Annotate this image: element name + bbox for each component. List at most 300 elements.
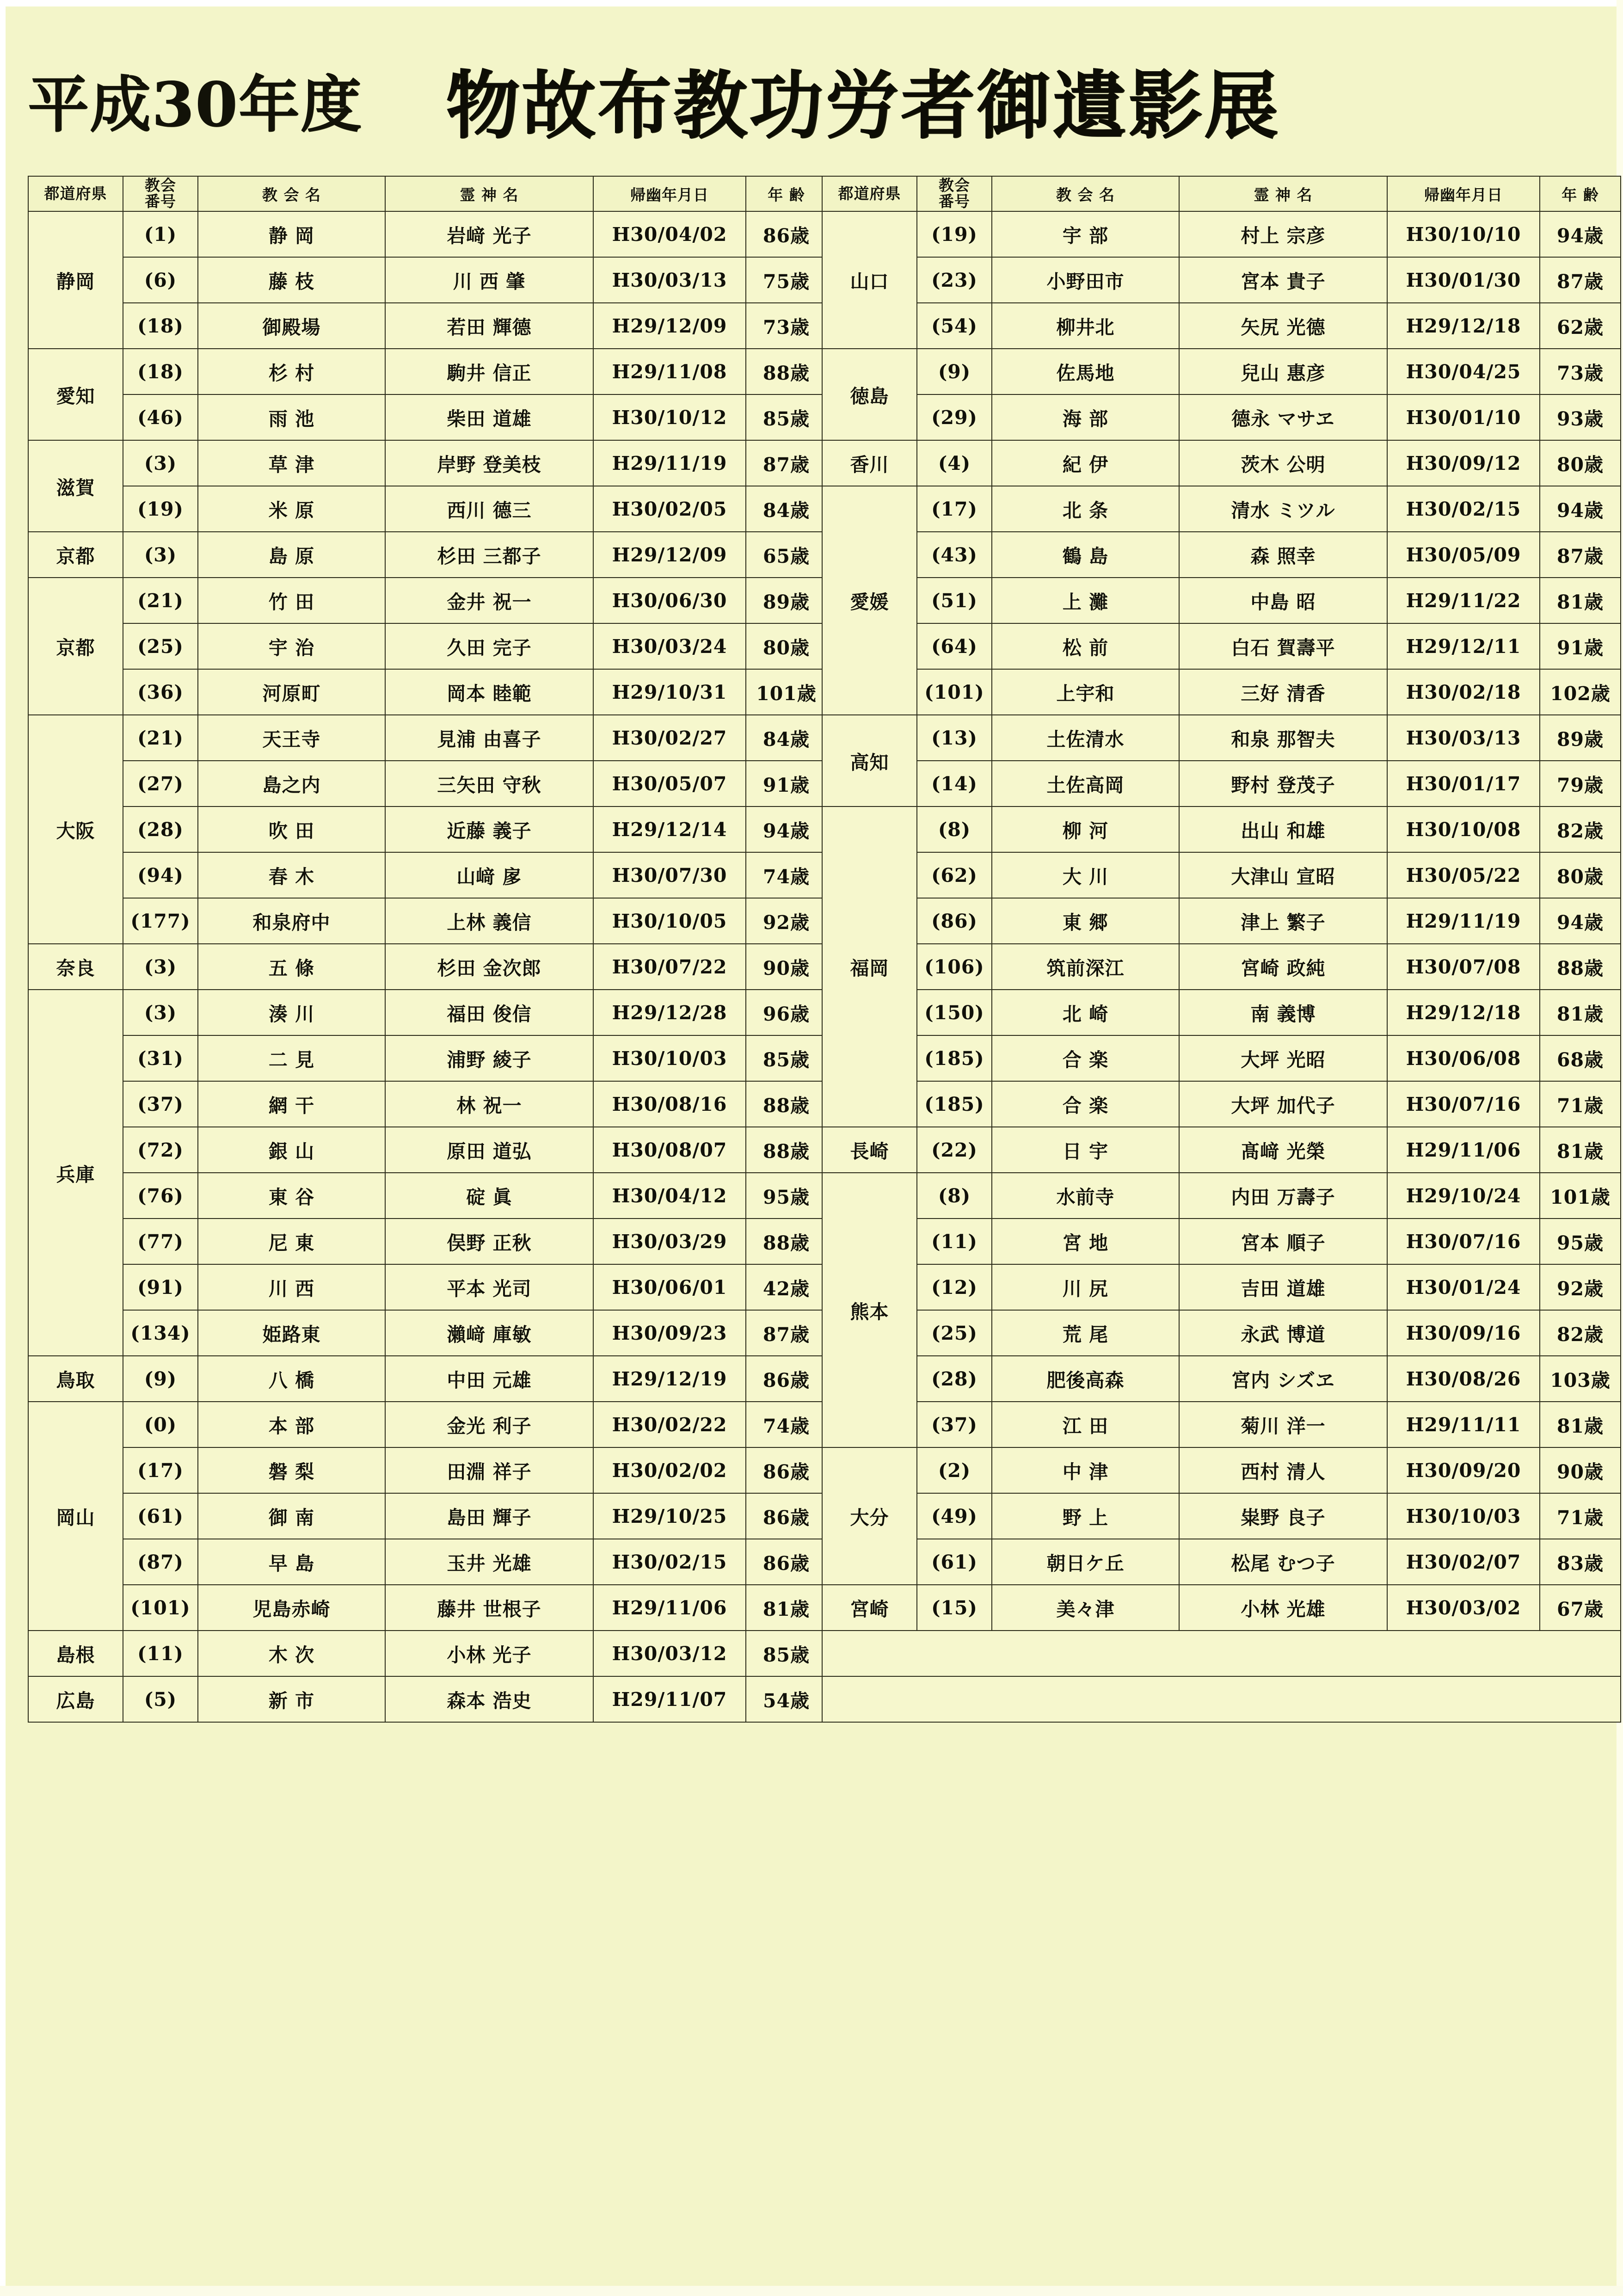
cell-church-number: (185) [917, 1035, 992, 1081]
cell-spirit-name: 近藤 義子 [385, 806, 593, 852]
table-row [28, 990, 827, 1035]
cell-date: H30/04/25 [1387, 349, 1540, 394]
cell-age: 81歳 [1540, 990, 1621, 1035]
cell-date: H29/11/19 [1387, 898, 1540, 944]
cell-prefecture: 京都 [28, 578, 123, 715]
cell-date: H30/10/03 [593, 1035, 746, 1081]
cell-church-name: 御 南 [198, 1493, 385, 1539]
cell-spirit-name: 菊川 洋一 [1179, 1402, 1387, 1447]
cell-spirit-name: 大坪 加代子 [1179, 1081, 1387, 1127]
cell-age: 83歳 [1540, 1539, 1621, 1585]
cell-date: H30/02/18 [1387, 669, 1540, 715]
cell-church-number: (29) [917, 394, 992, 440]
cell-date: H30/05/09 [1387, 532, 1540, 578]
cell-age: 88歳 [746, 1219, 827, 1264]
cell-date: H30/05/07 [593, 761, 746, 806]
cell-age: 86歳 [746, 1447, 827, 1493]
cell-spirit-name: 和泉 那智夫 [1179, 715, 1387, 761]
table-row [822, 1219, 1621, 1264]
cell-spirit-name: 松尾 むつ子 [1179, 1539, 1387, 1585]
cell-age: 81歳 [746, 1585, 827, 1631]
cell-age: 101歳 [1540, 1173, 1621, 1219]
cell-prefecture: 熊本 [822, 1173, 917, 1447]
cell-spirit-name: 宮本 貴子 [1179, 257, 1387, 303]
cell-spirit-name: 吉田 道雄 [1179, 1264, 1387, 1310]
cell-age: 79歳 [1540, 761, 1621, 806]
cell-age: 91歳 [746, 761, 827, 806]
cell-spirit-name: 俣野 正秋 [385, 1219, 593, 1264]
cell-age: 88歳 [746, 349, 827, 394]
cell-date: H30/01/24 [1387, 1264, 1540, 1310]
cell-church-number: (106) [917, 944, 992, 990]
cell-church-number: (177) [123, 898, 198, 944]
cell-spirit-name: 粜野 良子 [1179, 1493, 1387, 1539]
cell-age: 94歳 [1540, 211, 1621, 257]
cell-church-number: (23) [917, 257, 992, 303]
cell-church-number: (101) [917, 669, 992, 715]
cell-spirit-name: 森 照幸 [1179, 532, 1387, 578]
cell-date: H29/11/11 [1387, 1402, 1540, 1447]
church-number-line1: 教会 [145, 176, 176, 195]
cell-church-name: 春 木 [198, 852, 385, 898]
cell-age: 84歳 [746, 486, 827, 532]
cell-spirit-name: 島田 輝子 [385, 1493, 593, 1539]
cell-church-name: 竹 田 [198, 578, 385, 623]
cell-spirit-name: 原田 道弘 [385, 1127, 593, 1173]
table-row [28, 1264, 827, 1310]
cell-age: 82歳 [1540, 1310, 1621, 1356]
cell-date: H30/06/01 [593, 1264, 746, 1310]
cell-church-name: 新 市 [198, 1676, 385, 1722]
cell-spirit-name: 久田 完子 [385, 623, 593, 669]
cell-church-name: 木 次 [198, 1631, 385, 1676]
table-row [28, 1539, 827, 1585]
cell-church-number: (43) [917, 532, 992, 578]
cell-church-name: 東 郷 [992, 898, 1179, 944]
cell-date: H30/10/05 [593, 898, 746, 944]
cell-church-name: 東 谷 [198, 1173, 385, 1219]
table-row [28, 898, 827, 944]
table-row [822, 1310, 1621, 1356]
cell-date: H30/02/15 [593, 1539, 746, 1585]
cell-church-name: 土佐清水 [992, 715, 1179, 761]
cell-spirit-name: 永武 博道 [1179, 1310, 1387, 1356]
cell-age: 90歳 [746, 944, 827, 990]
cell-church-number: (101) [123, 1585, 198, 1631]
cell-church-name: 北 崎 [992, 990, 1179, 1035]
table-row [822, 852, 1621, 898]
cell-church-name: 吹 田 [198, 806, 385, 852]
cell-spirit-name: 福田 俊信 [385, 990, 593, 1035]
table-body-right [822, 211, 1621, 1722]
table-row [822, 1173, 1621, 1219]
table-row [28, 1402, 827, 1447]
table-header-row [822, 176, 1621, 211]
table-row [28, 1356, 827, 1402]
cell-age: 103歳 [1540, 1356, 1621, 1402]
cell-prefecture: 宮崎 [822, 1585, 917, 1631]
cell-church-number: (11) [123, 1631, 198, 1676]
cell-church-number: (25) [917, 1310, 992, 1356]
cell-age: 62歳 [1540, 303, 1621, 349]
table-row [822, 1127, 1621, 1173]
cell-spirit-name: 岸野 登美枝 [385, 440, 593, 486]
cell-church-name: 河原町 [198, 669, 385, 715]
right-table-column [822, 176, 1611, 1723]
cell-age: 81歳 [1540, 1127, 1621, 1173]
cell-church-number: (31) [123, 1035, 198, 1081]
table-row [822, 257, 1621, 303]
cell-spirit-name: 見浦 由喜子 [385, 715, 593, 761]
cell-prefecture: 大阪 [28, 715, 123, 944]
cell-date: H29/10/31 [593, 669, 746, 715]
table-row [28, 852, 827, 898]
cell-date: H30/07/16 [1387, 1219, 1540, 1264]
cell-date: H30/01/17 [1387, 761, 1540, 806]
cell-church-name: 湊 川 [198, 990, 385, 1035]
cell-date: H30/02/07 [1387, 1539, 1540, 1585]
cell-date: H29/12/18 [1387, 303, 1540, 349]
table-row [822, 486, 1621, 532]
cell-age: 94歳 [1540, 486, 1621, 532]
cell-spirit-name: 三矢田 守秋 [385, 761, 593, 806]
cell-date: H30/03/24 [593, 623, 746, 669]
cell-spirit-name: 山﨑 扅 [385, 852, 593, 898]
cell-age: 101歳 [746, 669, 827, 715]
cell-spirit-name: 瀨﨑 庫敏 [385, 1310, 593, 1356]
cell-church-name: 川 西 [198, 1264, 385, 1310]
cell-date: H29/12/09 [593, 303, 746, 349]
cell-church-name: 銀 山 [198, 1127, 385, 1173]
cell-date: H30/09/12 [1387, 440, 1540, 486]
cell-church-number: (13) [917, 715, 992, 761]
cell-date: H29/11/19 [593, 440, 746, 486]
page-edge-left [0, 0, 6, 2296]
cell-date: H30/07/16 [1387, 1081, 1540, 1127]
cell-church-name: 鶴 島 [992, 532, 1179, 578]
cell-prefecture: 愛知 [28, 349, 123, 440]
cell-church-number: (15) [917, 1585, 992, 1631]
cell-spirit-name: 大津山 宣昭 [1179, 852, 1387, 898]
cell-church-number: (21) [123, 715, 198, 761]
cell-date: H29/12/18 [1387, 990, 1540, 1035]
cell-church-number: (28) [917, 1356, 992, 1402]
cell-spirit-name: 杉田 金次郎 [385, 944, 593, 990]
column-header-age: 年 齢 [746, 176, 827, 211]
cell-spirit-name: 出山 和雄 [1179, 806, 1387, 852]
church-number-line2: 番号 [939, 192, 970, 210]
cell-date: H30/08/07 [593, 1127, 746, 1173]
cell-church-name: 朝日ケ丘 [992, 1539, 1179, 1585]
cell-church-number: (12) [917, 1264, 992, 1310]
cell-age: 95歳 [746, 1173, 827, 1219]
cell-church-number: (8) [917, 1173, 992, 1219]
cell-date: H29/11/06 [593, 1585, 746, 1631]
page-title: 物故布教功労者御遺影展 [445, 62, 1280, 149]
cell-church-number: (0) [123, 1402, 198, 1447]
cell-age: 71歳 [1540, 1493, 1621, 1539]
cell-spirit-name: 駒井 信正 [385, 349, 593, 394]
cell-church-name: 草 津 [198, 440, 385, 486]
cell-church-name: 荒 尾 [992, 1310, 1179, 1356]
column-header-date: 帰幽年月日 [1387, 176, 1540, 211]
cell-church-name: 二 見 [198, 1035, 385, 1081]
cell-age: 91歳 [1540, 623, 1621, 669]
cell-age: 94歳 [746, 806, 827, 852]
cell-church-number: (77) [123, 1219, 198, 1264]
cell-date: H30/01/30 [1387, 257, 1540, 303]
table-row [822, 1264, 1621, 1310]
column-header-prefecture: 都道府県 [28, 176, 123, 211]
page-edge-top [0, 0, 1623, 6]
table-row [822, 1585, 1621, 1631]
table-row [28, 257, 827, 303]
cell-church-number: (61) [917, 1539, 992, 1585]
cell-date: H30/07/08 [1387, 944, 1540, 990]
column-header-spirit-name: 霊 神 名 [385, 176, 593, 211]
table-row [28, 1585, 827, 1631]
cell-age: 96歳 [746, 990, 827, 1035]
table-row [28, 211, 827, 257]
cell-spirit-name: 西川 德三 [385, 486, 593, 532]
table-row [28, 349, 827, 394]
cell-age: 95歳 [1540, 1219, 1621, 1264]
cell-age: 73歳 [746, 303, 827, 349]
cell-church-name: 佐馬地 [992, 349, 1179, 394]
table-row [822, 532, 1621, 578]
cell-date: H30/03/29 [593, 1219, 746, 1264]
cell-date: H29/11/06 [1387, 1127, 1540, 1173]
table-row [822, 303, 1621, 349]
table-row [822, 715, 1621, 761]
cell-age: 73歳 [1540, 349, 1621, 394]
cell-church-number: (64) [917, 623, 992, 669]
table-row [28, 944, 827, 990]
cell-spirit-name: 平本 光司 [385, 1264, 593, 1310]
cell-date: H29/10/25 [593, 1493, 746, 1539]
cell-age: 74歳 [746, 852, 827, 898]
cell-church-number: (14) [917, 761, 992, 806]
cell-church-number: (3) [123, 944, 198, 990]
cell-age: 75歳 [746, 257, 827, 303]
cell-date: H30/08/16 [593, 1081, 746, 1127]
cell-spirit-name: 髙﨑 光榮 [1179, 1127, 1387, 1173]
cell-church-number: (4) [917, 440, 992, 486]
cell-church-number: (21) [123, 578, 198, 623]
cell-date: H30/07/30 [593, 852, 746, 898]
cell-church-number: (11) [917, 1219, 992, 1264]
table-row [28, 1631, 827, 1676]
cell-spirit-name: 津上 繁子 [1179, 898, 1387, 944]
table-row [822, 1081, 1621, 1127]
cell-church-name: 児島赤崎 [198, 1585, 385, 1631]
cell-church-name: 杉 村 [198, 349, 385, 394]
cell-spirit-name: 田淵 祥子 [385, 1447, 593, 1493]
cell-church-number: (3) [123, 532, 198, 578]
cell-church-number: (61) [123, 1493, 198, 1539]
cell-church-name: 日 宇 [992, 1127, 1179, 1173]
table-row [822, 1447, 1621, 1493]
cell-date: H30/03/02 [1387, 1585, 1540, 1631]
cell-age: 67歳 [1540, 1585, 1621, 1631]
cell-church-name: 八 橋 [198, 1356, 385, 1402]
left-table-column [28, 176, 817, 1723]
cell-spirit-name: 中田 元雄 [385, 1356, 593, 1402]
cell-church-number: (28) [123, 806, 198, 852]
column-header-church-number [123, 176, 198, 211]
cell-date: H30/09/16 [1387, 1310, 1540, 1356]
cell-church-number: (1) [123, 211, 198, 257]
cell-spirit-name: 小林 光子 [385, 1631, 593, 1676]
cell-church-name: 水前寺 [992, 1173, 1179, 1219]
column-header-age: 年 齢 [1540, 176, 1621, 211]
cell-church-name: 天王寺 [198, 715, 385, 761]
cell-spirit-name: 岡本 睦範 [385, 669, 593, 715]
table-row [822, 990, 1621, 1035]
column-header-church-number [917, 176, 992, 211]
cell-date: H30/10/12 [593, 394, 746, 440]
table-row [28, 1493, 827, 1539]
cell-church-name: 北 条 [992, 486, 1179, 532]
cell-church-number: (19) [917, 211, 992, 257]
cell-age: 84歳 [746, 715, 827, 761]
cell-date: H29/12/19 [593, 1356, 746, 1402]
cell-church-name: 美々津 [992, 1585, 1179, 1631]
column-header-church-name: 教 会 名 [198, 176, 385, 211]
cell-prefecture: 奈良 [28, 944, 123, 990]
cell-spirit-name: 杉田 三都子 [385, 532, 593, 578]
cell-church-number: (37) [917, 1402, 992, 1447]
cell-church-name: 江 田 [992, 1402, 1179, 1447]
table-row [28, 1676, 827, 1722]
cell-age: 71歳 [1540, 1081, 1621, 1127]
cell-date: H30/02/02 [593, 1447, 746, 1493]
cell-age: 87歳 [1540, 532, 1621, 578]
cell-church-number: (18) [123, 303, 198, 349]
cell-prefecture: 愛媛 [822, 486, 917, 715]
memorial-table-left [28, 176, 827, 1723]
table-row [28, 440, 827, 486]
cell-spirit-name: 德永 マサヱ [1179, 394, 1387, 440]
cell-age: 80歳 [1540, 440, 1621, 486]
cell-spirit-name: 内田 万壽子 [1179, 1173, 1387, 1219]
cell-church-number: (9) [123, 1356, 198, 1402]
cell-date: H30/01/10 [1387, 394, 1540, 440]
cell-age: 102歳 [1540, 669, 1621, 715]
cell-prefecture: 岡山 [28, 1402, 123, 1631]
cell-blank [822, 1631, 1621, 1676]
cell-age: 86歳 [746, 1493, 827, 1539]
cell-church-name: 松 前 [992, 623, 1179, 669]
cell-spirit-name: 林 祝一 [385, 1081, 593, 1127]
cell-church-name: 川 尻 [992, 1264, 1179, 1310]
cell-church-name: 尼 東 [198, 1219, 385, 1264]
cell-age: 87歳 [746, 440, 827, 486]
table-row [28, 623, 827, 669]
cell-prefecture: 京都 [28, 532, 123, 578]
column-header-spirit-name: 霊 神 名 [1179, 176, 1387, 211]
cell-church-name: 早 島 [198, 1539, 385, 1585]
cell-date: H29/11/07 [593, 1676, 746, 1722]
cell-spirit-name: 宮内 シズヱ [1179, 1356, 1387, 1402]
cell-date: H30/03/13 [593, 257, 746, 303]
cell-church-number: (9) [917, 349, 992, 394]
table-row [822, 806, 1621, 852]
table-header-row [28, 176, 827, 211]
cell-age: 85歳 [746, 1631, 827, 1676]
cell-prefecture: 徳島 [822, 349, 917, 440]
table-row-spacer [822, 1676, 1621, 1722]
cell-spirit-name: 小林 光雄 [1179, 1585, 1387, 1631]
cell-spirit-name: 野村 登茂子 [1179, 761, 1387, 806]
table-row [28, 669, 827, 715]
header-year: 平成30年度 [28, 69, 363, 141]
table-row [822, 669, 1621, 715]
cell-church-number: (150) [917, 990, 992, 1035]
cell-church-name: 紀 伊 [992, 440, 1179, 486]
cell-age: 94歳 [1540, 898, 1621, 944]
cell-age: 81歳 [1540, 1402, 1621, 1447]
cell-spirit-name: 村上 宗彦 [1179, 211, 1387, 257]
cell-church-name: 御殿場 [198, 303, 385, 349]
cell-church-number: (6) [123, 257, 198, 303]
cell-date: H29/11/08 [593, 349, 746, 394]
cell-church-name: 肥後高森 [992, 1356, 1179, 1402]
cell-age: 86歳 [746, 211, 827, 257]
table-row [822, 761, 1621, 806]
cell-church-name: 本 部 [198, 1402, 385, 1447]
cell-church-number: (185) [917, 1081, 992, 1127]
table-row [28, 1219, 827, 1264]
cell-date: H30/03/13 [1387, 715, 1540, 761]
table-row [28, 486, 827, 532]
cell-spirit-name: 白石 賀壽平 [1179, 623, 1387, 669]
cell-age: 88歳 [1540, 944, 1621, 990]
cell-church-name: 大 川 [992, 852, 1179, 898]
cell-spirit-name: 中島 昭 [1179, 578, 1387, 623]
cell-blank [822, 1676, 1621, 1722]
cell-age: 80歳 [746, 623, 827, 669]
cell-church-number: (27) [123, 761, 198, 806]
cell-church-number: (3) [123, 990, 198, 1035]
cell-date: H29/12/28 [593, 990, 746, 1035]
table-columns [28, 176, 1611, 1723]
cell-church-number: (62) [917, 852, 992, 898]
cell-church-number: (18) [123, 349, 198, 394]
cell-church-number: (86) [917, 898, 992, 944]
cell-church-number: (19) [123, 486, 198, 532]
cell-age: 85歳 [746, 1035, 827, 1081]
table-row [28, 1310, 827, 1356]
cell-date: H30/10/08 [1387, 806, 1540, 852]
cell-age: 88歳 [746, 1081, 827, 1127]
table-row [822, 1356, 1621, 1402]
table-row [28, 532, 827, 578]
cell-church-name: 柳 河 [992, 806, 1179, 852]
table-row [28, 1035, 827, 1081]
cell-age: 89歳 [746, 578, 827, 623]
table-row [822, 944, 1621, 990]
cell-church-number: (2) [917, 1447, 992, 1493]
cell-church-name: 網 干 [198, 1081, 385, 1127]
cell-spirit-name: 金光 利子 [385, 1402, 593, 1447]
cell-prefecture: 広島 [28, 1676, 123, 1722]
cell-age: 74歳 [746, 1402, 827, 1447]
cell-church-number: (87) [123, 1539, 198, 1585]
cell-prefecture: 大分 [822, 1447, 917, 1585]
cell-date: H30/02/22 [593, 1402, 746, 1447]
cell-age: 86歳 [746, 1539, 827, 1585]
